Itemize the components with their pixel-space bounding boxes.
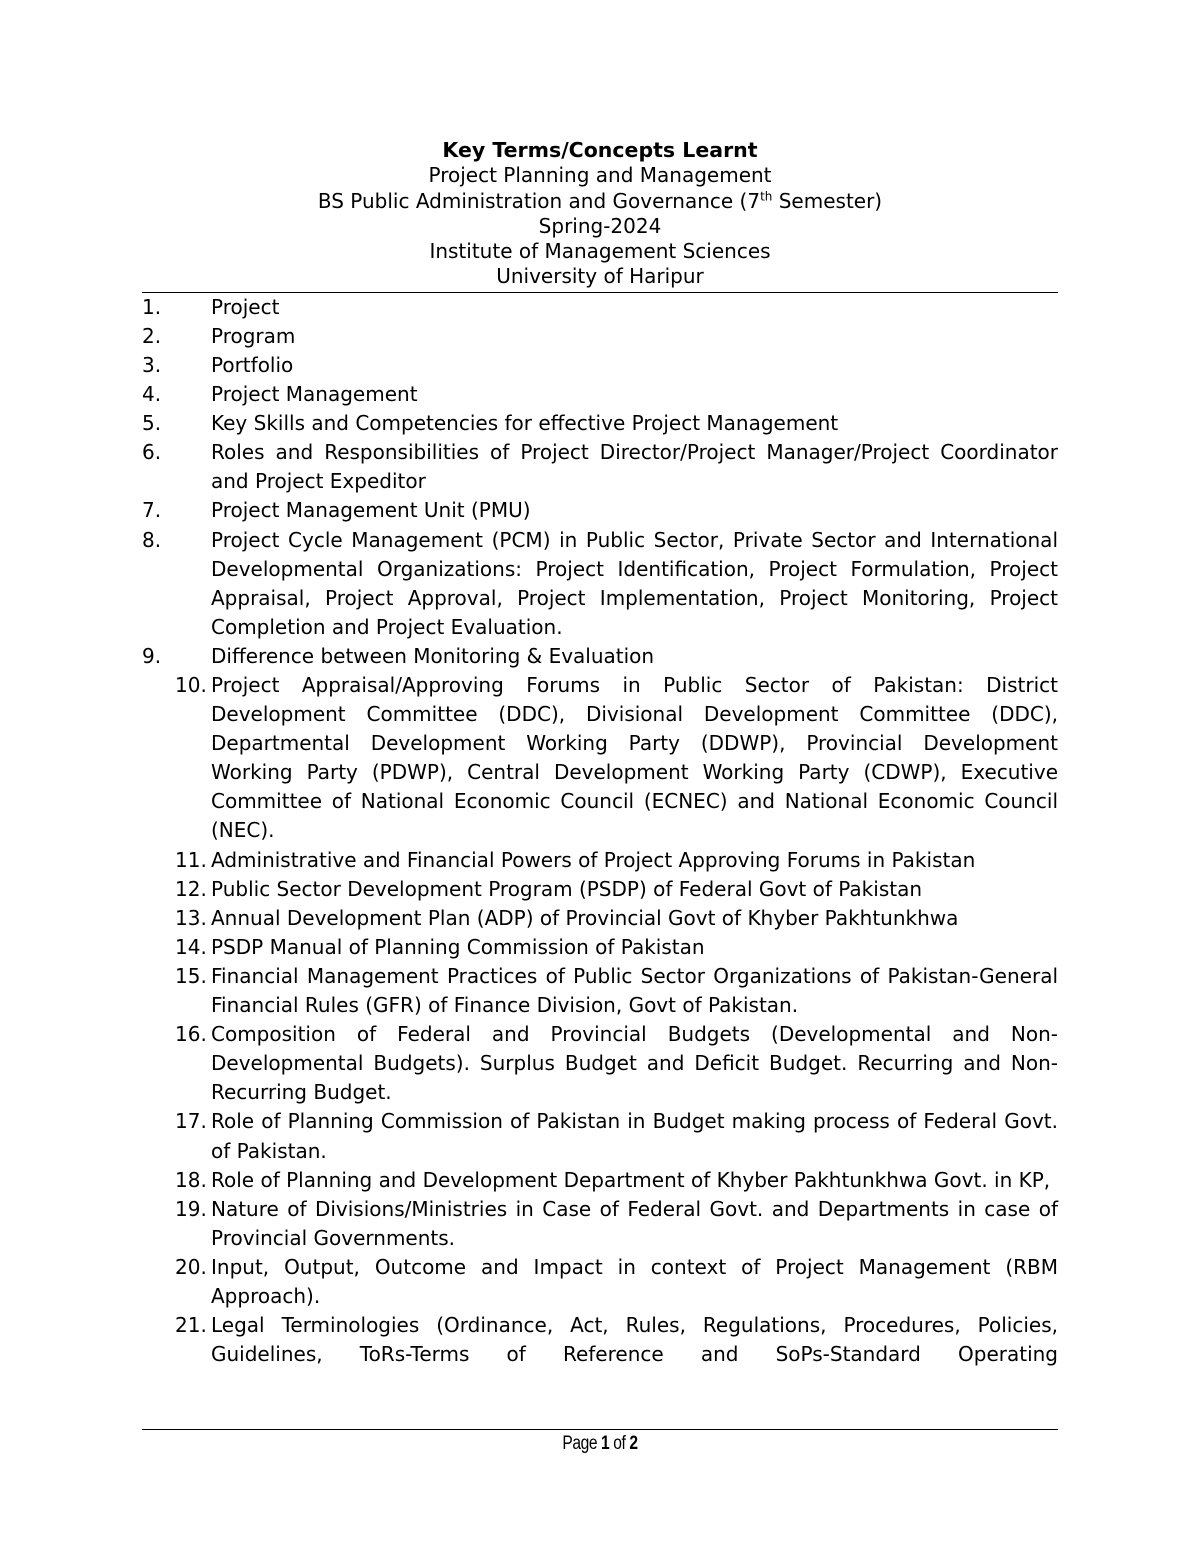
- page-footer: [224, 1433, 975, 1455]
- list-item-number: 9.: [142, 643, 162, 668]
- list-item: [142, 496, 1058, 525]
- list-item-text: Project Cycle Management (PCM) in Public Sector, Private Sector and International Developmental Organizations: Project Identification, Project Formulation, Project Appraisal, Project Approval, Project Implementation, Project Monitoring, Project Completion and Project Evaluation.: [211, 527, 1058, 639]
- list-item: [142, 409, 1058, 438]
- list-item-text: Administrative and Financial Powers of Project Approving Forums in Pakistan: [211, 847, 976, 872]
- document-header: [142, 138, 1058, 290]
- list-item-text: Program: [211, 323, 296, 348]
- list-item-number: 16.: [175, 1022, 207, 1047]
- list-item-text: Project Appraisal/Approving Forums in Public Sector of Pakistan: District Development Committee (DDC), Divisional Development Committee (DDC), Departmental Development Working Party (DDWP), Provincial Development Working Party (PDWP), Central Development Working Party (CDWP), Executive Committee of National Economic Council (ECNEC) and National Economic Council (NEC).: [211, 673, 1058, 843]
- list-item: [142, 1166, 1058, 1195]
- list-item-number: 5.: [142, 411, 162, 436]
- course-name: Project Planning and Management: [428, 163, 772, 188]
- list-item-number: 15.: [175, 963, 207, 988]
- page-current: 1: [601, 1433, 610, 1454]
- of-word: of: [613, 1433, 626, 1454]
- list-item: [142, 293, 1058, 322]
- list-item-text: Legal Terminologies (Ordinance, Act, Rules, Regulations, Procedures, Policies, Guidelines, ToRs-Terms of Reference and SoPs-Standard Operating: [211, 1313, 1058, 1367]
- list-item-text: Nature of Divisions/Ministries in Case of Federal Govt. and Departments in case of Provincial Governments.: [211, 1196, 1058, 1250]
- list-item-text: Composition of Federal and Provincial Budgets (Developmental and Non-Developmental Budgets). Surplus Budget and Deficit Budget. Recurring and Non-Recurring Budget.: [211, 1022, 1058, 1105]
- institute-name: Institute of Management Sciences: [429, 239, 771, 264]
- list-item: [142, 846, 1058, 875]
- list-item-text: Public Sector Development Program (PSDP) of Federal Govt of Pakistan: [211, 876, 923, 901]
- list-item-number: 21.: [175, 1313, 207, 1338]
- footer-divider: [142, 1429, 1058, 1430]
- university-name: University of Haripur: [496, 264, 704, 289]
- list-item: [142, 1107, 1058, 1165]
- page-total: 2: [629, 1433, 638, 1454]
- list-item: [142, 526, 1058, 642]
- list-item: [142, 642, 1058, 671]
- program-suffix: Semester): [772, 188, 883, 213]
- program-line: [142, 189, 1058, 214]
- list-item: [142, 1195, 1058, 1253]
- term: Spring-2024: [538, 213, 662, 238]
- list-item-number: 12.: [175, 876, 207, 901]
- list-item-text: Difference between Monitoring & Evaluation: [211, 643, 655, 668]
- list-item-text: Project Management: [211, 382, 418, 407]
- list-item-number: 18.: [175, 1167, 207, 1192]
- list-item-text: Role of Planning Commission of Pakistan in Budget making process of Federal Govt. of Pakistan.: [211, 1109, 1058, 1163]
- list-item-text: Key Skills and Competencies for effective Project Management: [211, 411, 839, 436]
- list-item: [142, 1253, 1058, 1311]
- program-prefix: BS Public Administration and Governance (7: [317, 188, 761, 213]
- list-item: [142, 351, 1058, 380]
- document-title: Key Terms/Concepts Learnt: [442, 138, 758, 162]
- list-item-text: Project Management Unit (PMU): [211, 498, 531, 523]
- list-item-number: 1.: [142, 294, 162, 319]
- list-item: [142, 380, 1058, 409]
- list-item-number: 20.: [175, 1254, 207, 1279]
- list-item-number: 3.: [142, 352, 162, 377]
- list-item-text: Annual Development Plan (ADP) of Provincial Govt of Khyber Pakhtunkhwa: [211, 905, 959, 930]
- list-item: [142, 1020, 1058, 1107]
- list-item-number: 17.: [175, 1109, 207, 1134]
- list-item: [142, 962, 1058, 1020]
- list-item-text: PSDP Manual of Planning Commission of Pakistan: [211, 934, 705, 959]
- list-item-number: 7.: [142, 498, 162, 523]
- list-item: [142, 1311, 1058, 1369]
- list-item-number: 8.: [142, 527, 162, 552]
- list-item-number: 2.: [142, 323, 162, 348]
- list-item-number: 11.: [175, 847, 207, 872]
- page-word: Page: [562, 1433, 598, 1454]
- document-page: [142, 138, 1058, 1369]
- list-item-number: 10.: [175, 673, 207, 697]
- program-superscript: th: [760, 188, 773, 203]
- list-item-text: Input, Output, Outcome and Impact in context of Project Management (RBM Approach).: [211, 1254, 1058, 1308]
- list-item-number: 4.: [142, 382, 162, 407]
- list-item-number: 14.: [175, 934, 207, 959]
- list-item-text: Financial Management Practices of Public Sector Organizations of Pakistan-General Financial Rules (GFR) of Finance Division, Govt of Pakistan.: [211, 963, 1058, 1018]
- list-item-text: Roles and Responsibilities of Project Director/Project Manager/Project Coordinator and Project Expeditor: [211, 440, 1058, 494]
- list-item: [142, 671, 1058, 846]
- list-item-text: Role of Planning and Development Department of Khyber Pakhtunkhwa Govt. in KP,: [211, 1167, 1051, 1192]
- list-item: [142, 875, 1058, 904]
- list-item-text: Portfolio: [211, 352, 294, 377]
- list-item: [142, 322, 1058, 351]
- list-item-number: 13.: [175, 905, 207, 930]
- list-item: [142, 438, 1058, 496]
- terms-list: [142, 293, 1058, 1369]
- list-item: [142, 904, 1058, 933]
- list-item-text: Project: [211, 294, 280, 319]
- list-item: [142, 933, 1058, 962]
- list-item-number: 6.: [142, 440, 162, 465]
- list-item-number: 19.: [175, 1196, 207, 1221]
